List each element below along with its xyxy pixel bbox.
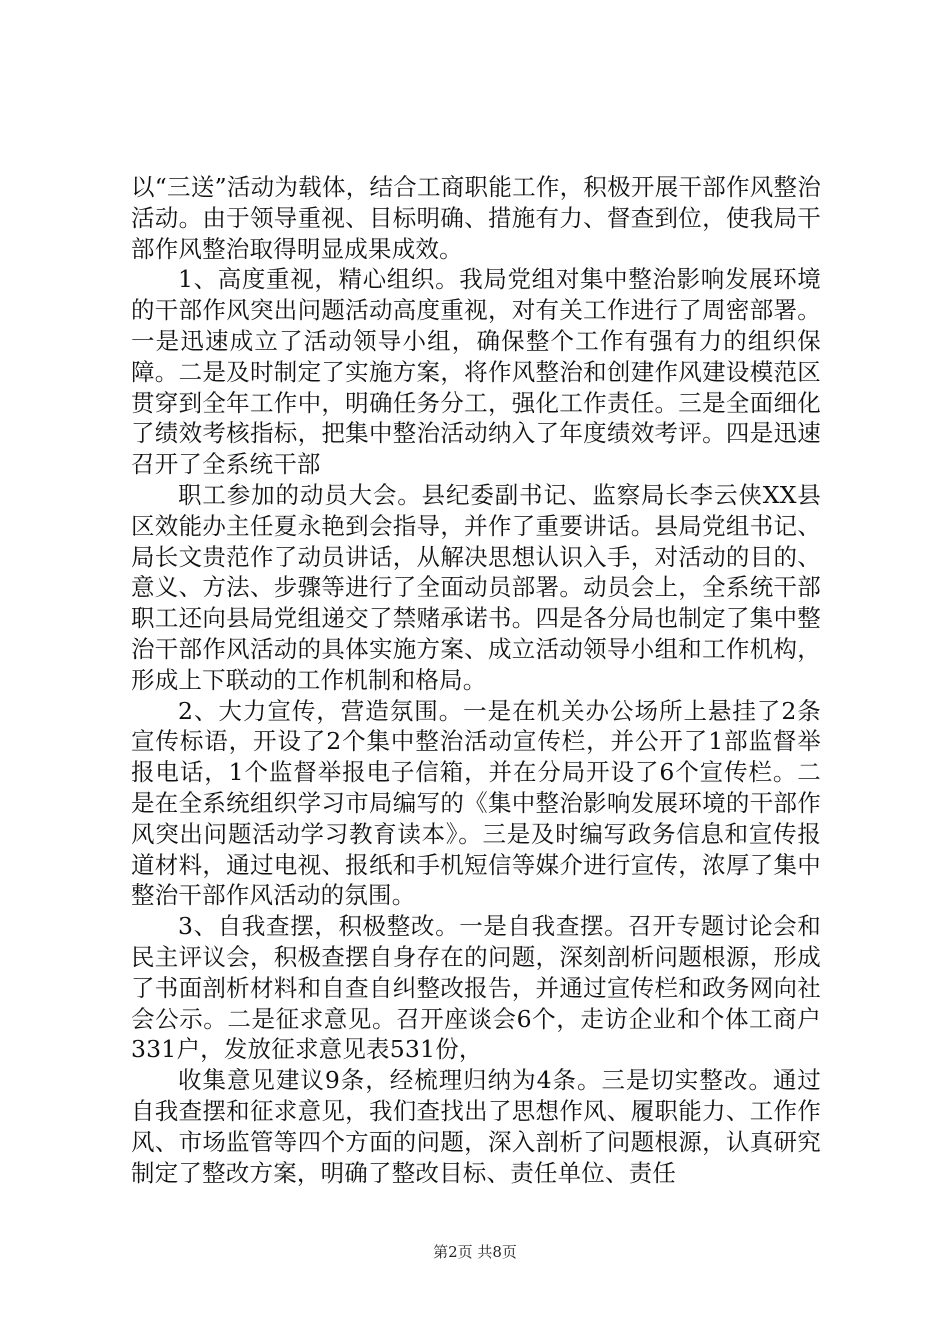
paragraph-6: 收集意见建议9条，经梳理归纳为4条。三是切实整改。通过自我查摆和征求意见，我们查找出了思想作风、履职能力、工作作风、市场监管等四个方面的问题，深入剖析了问题根源，认真研究制定了整改方案，明确了整改目标、责任单位、责任 <box>131 1066 821 1187</box>
document-body <box>131 172 821 1188</box>
paragraph-5: 3、自我查摆，积极整改。一是自我查摆。召开专题讨论会和民主评议会，积极查摆自身存在的问题，深刻剖析问题根源，形成了书面剖析材料和自查自纠整改报告，并通过宣传栏和政务网向社会公示。二是征求意见。召开座谈会6个，走访企业和个体工商户331户，发放征求意见表531份， <box>131 912 821 1064</box>
page-number-footer: 第2页 共8页 <box>433 1243 517 1261</box>
paragraph-3: 职工参加的动员大会。县纪委副书记、监察局长李云侠XX县区效能办主任夏永艳到会指导，并作了重要讲话。县局党组书记、局长文贵范作了动员讲话，从解决思想认识入手，对活动的目的、意义、方法、步骤等进行了全面动员部署。动员会上，全系统干部职工还向县局党组递交了禁赌承诺书。四是各分局也制定了集中整治干部作风活动的具体实施方案、成立活动领导小组和工作机构，形成上下联动的工作机制和格局。 <box>131 480 821 694</box>
paragraph-4: 2、大力宣传，营造氛围。一是在机关办公场所上悬挂了2条宣传标语，开设了2个集中整治活动宣传栏，并公开了1部监督举报电话，1个监督举报电子信箱，并在分局开设了6个宣传栏。二是在全系统组织学习市局编写的《集中整治影响发展环境的干部作风突出问题活动学习教育读本》。三是及时编写政务信息和宣传报道材料，通过电视、报纸和手机短信等媒介进行宣传，浓厚了集中整治干部作风活动的氛围。 <box>131 696 821 910</box>
paragraph-1: 以“三送”活动为载体，结合工商职能工作，积极开展干部作风整治活动。由于领导重视、目标明确、措施有力、督查到位，使我局干部作风整治取得明显成果成效。 <box>131 173 821 263</box>
paragraph-2: 1、高度重视，精心组织。我局党组对集中整治影响发展环境的干部作风突出问题活动高度重视，对有关工作进行了周密部署。一是迅速成立了活动领导小组，确保整个工作有强有力的组织保障。二是及时制定了实施方案，将作风整治和创建作风建设模范区贯穿到全年工作中，明确任务分工，强化工作责任。三是全面细化了绩效考核指标，把集中整治活动纳入了年度绩效考评。四是迅速召开了全系统干部 <box>131 265 821 479</box>
